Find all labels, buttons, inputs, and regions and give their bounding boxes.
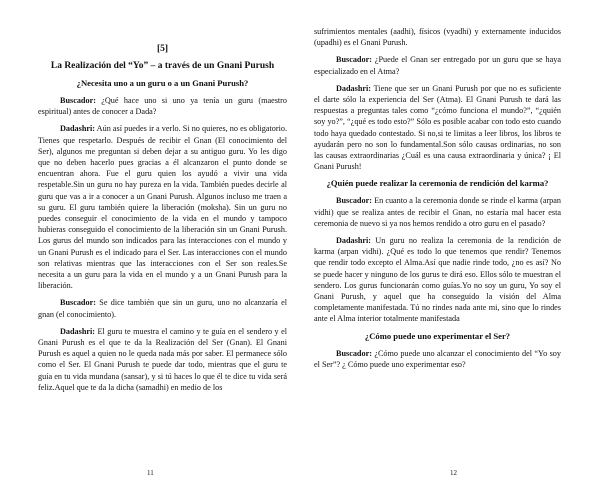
paragraph bbox=[314, 83, 561, 173]
paragraph bbox=[314, 348, 561, 370]
speaker-label: Buscador: bbox=[60, 298, 96, 308]
speaker-label: Buscador: bbox=[336, 55, 372, 65]
paragraph bbox=[38, 95, 287, 117]
paragraph-text: En cuanto a la ceremonia donde se rinde el karma (arpan vidhi) que se realiza antes de recibir el Gnan, no estaría mal hacer esta ceremonia de nuevo si ya nos hemos rendido a otro guru en el pasado? bbox=[314, 196, 561, 228]
speaker-label: Dadashri: bbox=[336, 83, 372, 93]
speaker-label: Dadashri: bbox=[60, 124, 96, 134]
chapter-title: La Realización del “Yo” – a través de un Gnani Purush bbox=[50, 61, 275, 71]
paragraph bbox=[38, 123, 287, 291]
paragraph-text: ¿Puede el Gnan ser entregado por un guru que se haya especializado en el Atma? bbox=[314, 55, 561, 76]
speaker-label: Dadashri: bbox=[60, 326, 96, 336]
speaker-label: Buscador: bbox=[60, 96, 96, 105]
right-page bbox=[300, 0, 599, 484]
paragraph bbox=[38, 326, 287, 393]
speaker-label: Buscador: bbox=[336, 348, 372, 358]
paragraph-text: ¿Cómo puede uno alcanzar el conocimiento del “Yo soy el Ser”? ¿ Cómo puede uno experimentar eso? bbox=[314, 348, 561, 369]
paragraph-text: Un guru no realiza la ceremonia de la rendición de karma (arpan vidhi). ¿Qué es todo lo que tenemos que rendir? Tenemos que rendir todo excepto el Alma.Así que nadie rinde todo, ¿no es así? No se puede hacer y ninguno de los gurus te dirá eso. Ellos sólo te muestran el sendero. Los gurus funcionarán como guías.Yo no soy un guru, Yo soy el Gnani Purush, y aquel que ha conseguido la visión del Alma completamente manifestada. Tú no rindes nada ante mi, sino que lo rindes ante el Alma interior totalmente manifestada bbox=[314, 236, 561, 324]
section-heading-guru: ¿Necesita uno a un guru o a un Gnani Purush? bbox=[76, 78, 249, 88]
speaker-label: Buscador: bbox=[336, 196, 372, 206]
paragraph bbox=[314, 54, 561, 76]
page-number-right: 12 bbox=[450, 469, 457, 477]
paragraph-text: ¿Qué hace uno si uno ya tenía un guru (maestro espiritual) antes de conocer a Dada? bbox=[38, 96, 287, 117]
paragraph bbox=[314, 235, 561, 325]
paragraph bbox=[314, 195, 561, 229]
paragraph-text: El guru te muestra el camino y te guía en el sendero y el Gnani Purush es el que te da la Realización del Ser (Gnan). El Gnani Purush es aquel a quien no le queda nada más por saber. El permanece sólo como el Ser. El Gnani Purush te puede dar todo, mientras que el guru te guía en tu vida mundana (sansar), y si tú haces lo que él te dice tu vida será feliz.Aquel que te da la dicha (samadhi) en medio de los bbox=[38, 326, 287, 392]
section-heading-self: ¿Cómo puede uno experimentar el Ser? bbox=[364, 330, 511, 341]
speaker-label: Dadashri: bbox=[336, 236, 372, 246]
paragraph bbox=[38, 297, 287, 319]
paragraph-text: Tiene que ser un Gnani Purush por que no es suficiente el darte sólo la experiencia del Ser (Atma). El Gnani Purush te dará las respuestas a preguntas tales como “¿cómo funciona el mundo?”, “¿quién soy yo?”, “¿qué es todo esto?” Sólo es posible acabar con todo esto cuando todo haya quedado contestado. Si no,si te limitas a leer libros, los libros te ayudarán pero no son lo fundamental.Son sólo causas ordinarias, no son las causas extraordinarias ¿Cuál es una causa extraordinaria y única? ¡ El Gnani Purush! bbox=[314, 83, 561, 172]
paragraph-text: sufrimientos mentales (aadhi), físicos (vyadhi) y externamente inducidos (upadhi) es el Gnani Purush. bbox=[314, 27, 561, 48]
paragraph-text: Se dice también que sin un guru, uno no alcanzaría el gnan (el conocimiento). bbox=[38, 298, 287, 319]
chapter-number: [5] bbox=[156, 44, 169, 54]
paragraph bbox=[314, 26, 561, 48]
paragraph-text: Aún así puedes ir a verlo. Si no quieres, no es obligatorio. Tienes que respetarlo. Después de recibir el Gnan (El conocimiento del Ser), algunos me preguntan si deben dejar a su antiguo guru. Yo les digo que no deben hacerlo pues gracias a él alcanzaron el punto donde se encuentran ahora. Fue el guru quien los ayudó a vivir una vida respetable.Sin un guru no hay pureza en la vida. También puedes decirle al guru que vas a ir a conocer a un Gnani Purush. Algunos incluso me traen a su guru. El guru también quiere la liberación (moksha). Sin un guru no puedes conseguir el conocimiento de la vida en el mundo y tampoco hubieras conseguido el conocimiento de la liberación sin un Gnani Purush. Los gurus del mundo son indicados para las interacciones con el mundo y un Gnani Purush es el indicado para el Ser. Las interacciones con el mundo son relativas mientras que las interacciones con el Ser son reales.Se necesita a un guru para la vida en el mundo y a un Gnani Purush para la liberación. bbox=[38, 124, 287, 291]
section-heading-karma: ¿Quién puede realizar la ceremonia de rendición del karma? bbox=[326, 178, 549, 189]
page-number-left: 11 bbox=[147, 469, 154, 477]
left-page bbox=[0, 0, 299, 484]
